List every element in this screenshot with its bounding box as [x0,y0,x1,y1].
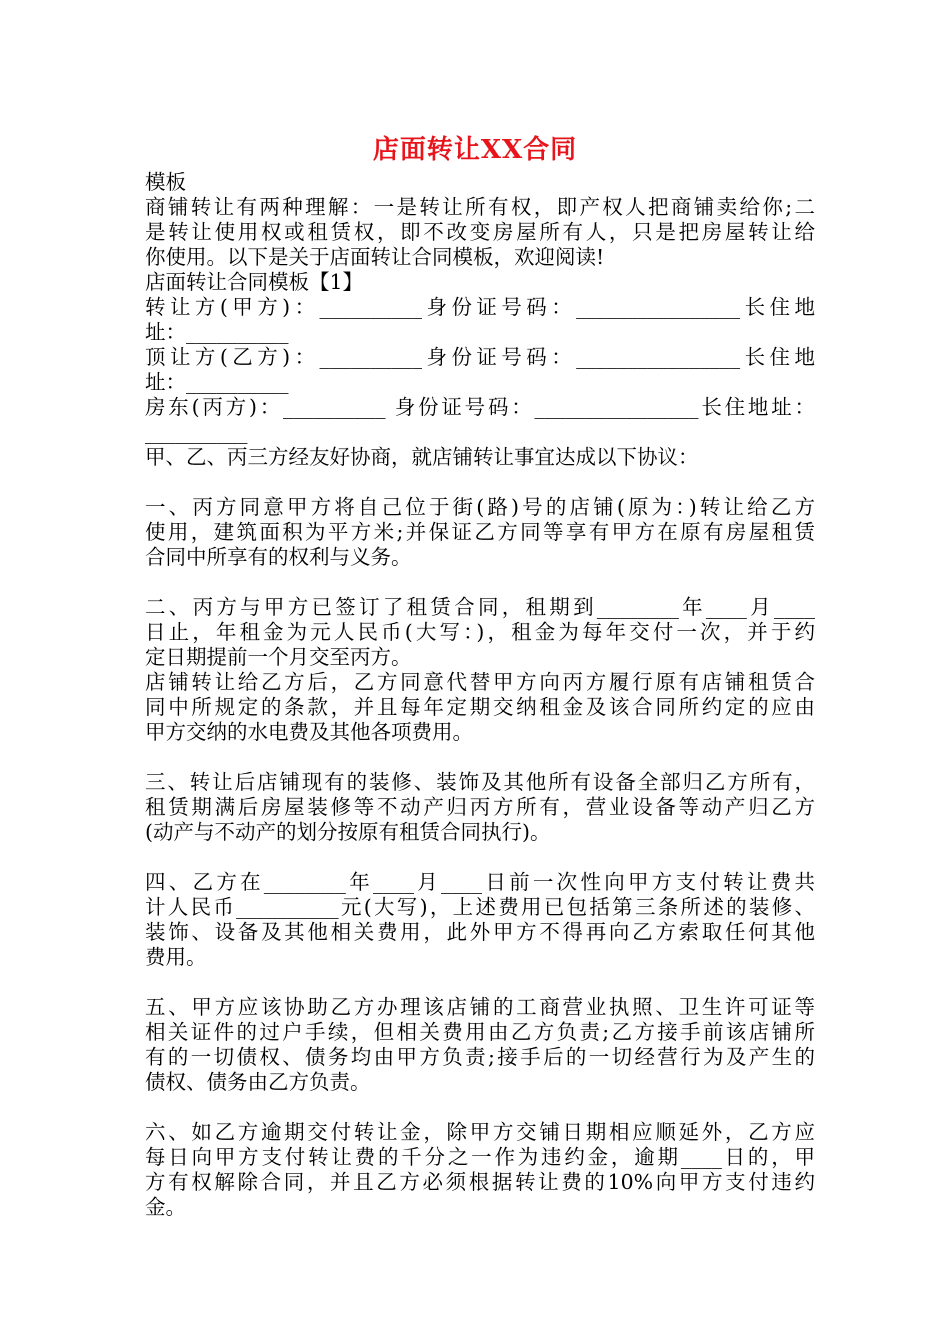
text-line: 租赁期满后房屋装修等不动产归丙方所有，营业设备等动产归乙方 [145,795,815,819]
text-line: (动产与不动产的划分按原有租赁合同执行)。 [145,820,551,844]
text-line: 相关证件的过户手续，但相关费用由乙方负责;乙方接手前该店铺所 [145,1020,815,1044]
text-line: 店铺转让给乙方后，乙方同意代替甲方向丙方履行原有店铺租赁合 [145,670,815,694]
text-line: 转让方(甲方)：__________身份证号码：________________长住地 [145,295,815,319]
text-line: 址：__________ [145,320,289,344]
text-line: 日止，年租金为元人民币(大写：)，租金为每年交付一次，并于约 [145,620,815,644]
document-title: 店面转让XX合同 [372,135,578,165]
blank-line [145,745,815,770]
blank-line [145,845,815,870]
text-line: 每日向甲方支付转让费的千分之一作为违约金，逾期____日的，甲 [145,1145,815,1169]
text-line: 甲、乙、丙三方经友好协商，就店铺转让事宜达成以下协议： [145,445,699,469]
text-line: 费用。 [145,945,207,969]
text-line: 方有权解除合同，并且乙方必须根据转让费的10%向甲方支付违约 [145,1170,815,1194]
blank-line [145,1095,815,1120]
blank-line [145,470,815,495]
text-line: 同中所规定的条款，并且每年定期交纳租金及该合同所约定的应由 [145,695,815,719]
text-line: 商铺转让有两种理解：一是转让所有权，即产权人把商铺卖给你;二 [145,195,815,219]
text-line: 合同中所享有的权利与义务。 [145,545,412,569]
document-body [145,170,815,1220]
text-line: 房东(丙方)：__________ 身份证号码：________________长住地址： [145,395,815,419]
text-line: 使用，建筑面积为平方米;并保证乙方同等享有甲方在原有房屋租赁 [145,520,815,544]
text-line: 甲方交纳的水电费及其他各项费用。 [145,720,473,744]
text-line: 是转让使用权或租赁权，即不改变房屋所有人，只是把房屋转让给 [145,220,815,244]
text-line: __________ [145,420,248,444]
text-line: 你使用。以下是关于店面转让合同模板，欢迎阅读! [145,245,605,269]
text-line: 三、转让后店铺现有的装修、装饰及其他所有设备全部归乙方所有， [145,770,815,794]
blank-line [145,570,815,595]
text-line: 六、如乙方逾期交付转让金，除甲方交铺日期相应顺延外，乙方应 [145,1120,815,1144]
text-line: 定日期提前一个月交至丙方。 [145,645,412,669]
text-line: 址：__________ [145,370,289,394]
text-line: 装饰、设备及其他相关费用，此外甲方不得再向乙方索取任何其他 [145,920,815,944]
text-line: 五、甲方应该协助乙方办理该店铺的工商营业执照、卫生许可证等 [145,995,815,1019]
text-line: 有的一切债权、债务均由甲方负责;接手后的一切经营行为及产生的 [145,1045,815,1069]
text-line: 模板 [145,170,186,194]
text-line: 计人民币__________元(大写)，上述费用已包括第三条所述的装修、 [145,895,815,919]
text-line: 顶让方(乙方)：__________身份证号码：________________长住地 [145,345,815,369]
text-line: 债权、债务由乙方负责。 [145,1070,371,1094]
blank-line [145,970,815,995]
text-line: 店面转让合同模板【1】 [145,270,364,294]
text-line: 四、乙方在________年____月____日前一次性向甲方支付转让费共 [145,870,815,894]
text-line: 二、丙方与甲方已签订了租赁合同，租期到________年____月____ [145,595,815,619]
text-line: 一、丙方同意甲方将自己位于街(路)号的店铺(原为：)转让给乙方 [145,495,815,519]
text-line: 金。 [145,1195,186,1219]
